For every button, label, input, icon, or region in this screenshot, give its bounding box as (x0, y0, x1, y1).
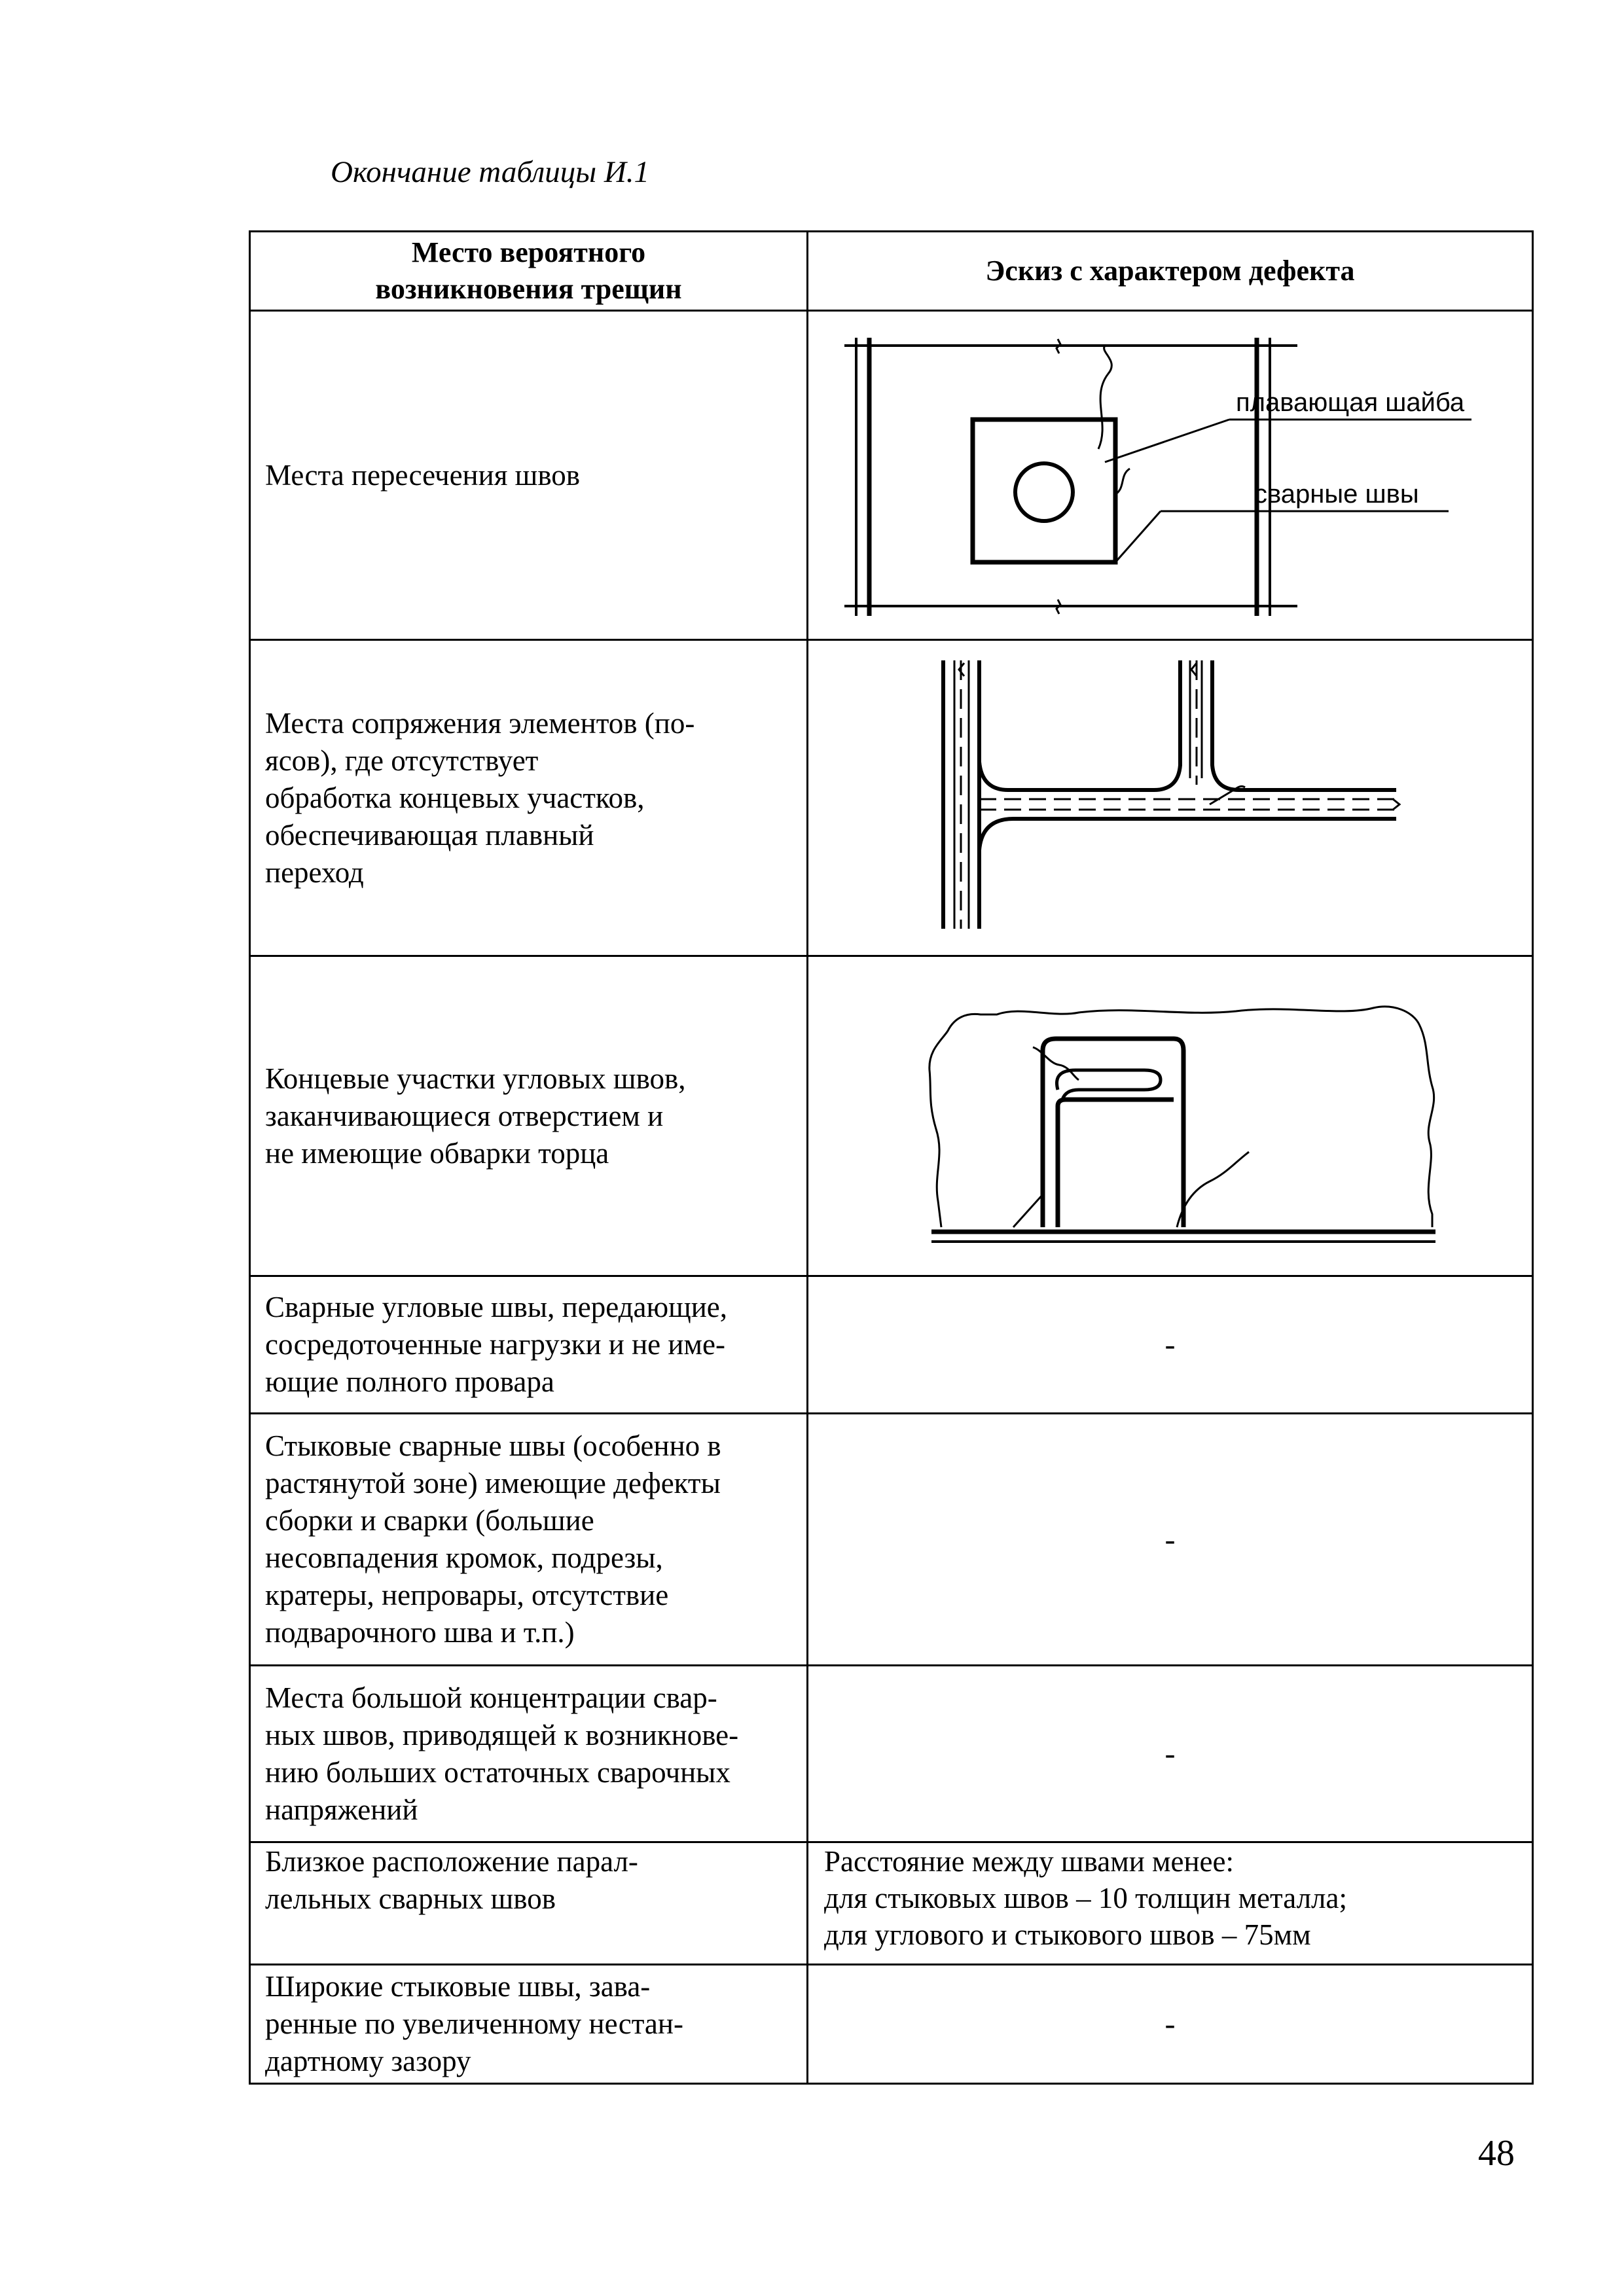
sketch-fillet-end-hole (817, 965, 1524, 1266)
row-sketch-empty: - (808, 1414, 1533, 1666)
label-floating-washer: плавающая шайба (1235, 388, 1464, 417)
table-row (250, 1666, 1533, 1842)
table-row (250, 1965, 1533, 2084)
table-row (250, 1414, 1533, 1666)
header-sketch: Эскиз с характером дефекта (808, 232, 1533, 311)
sketch-flange-junction (817, 647, 1524, 948)
row-sketch (808, 640, 1533, 956)
row-place: Широкие стыковые швы, зава- ренные по увеличенному нестан- дартному зазору (250, 1965, 808, 2084)
table-header-row (250, 232, 1533, 311)
row-place: Места пересечения швов (250, 311, 808, 640)
row-sketch-note: Расстояние между швами менее: для стыковых швов – 10 толщин металла; для углового и стыкового швов – 75мм (808, 1842, 1533, 1965)
table-caption: Окончание таблицы И.1 (331, 155, 650, 189)
table-row (250, 1842, 1533, 1965)
row-place: Сварные угловые швы, передающие, сосредоточенные нагрузки и не име- ющие полного провара (250, 1276, 808, 1414)
row-place: Концевые участки угловых швов, заканчивающиеся отверстием и не имеющие обварки торца (250, 956, 808, 1276)
table-row (250, 640, 1533, 956)
row-place: Стыковые сварные швы (особенно в растянутой зоне) имеющие дефекты сборки и сварки (большие несовпадения кромок, подрезы, кратеры, непровары, отсутствие подварочного шва и т.п.) (250, 1414, 808, 1666)
table-row (250, 956, 1533, 1276)
row-sketch-empty: - (808, 1666, 1533, 1842)
row-place: Места сопряжения элементов (по- ясов), где отсутствует обработка концевых участков, обеспечивающая плавный переход (250, 640, 808, 956)
sketch-floating-washer (817, 318, 1524, 632)
table-row (250, 311, 1533, 640)
row-sketch (808, 311, 1533, 640)
row-sketch (808, 956, 1533, 1276)
row-sketch-empty: - (808, 1276, 1533, 1414)
row-sketch-empty: - (808, 1965, 1533, 2084)
page-number: 48 (1478, 2133, 1515, 2174)
table-row (250, 1276, 1533, 1414)
header-place: Место вероятного возникновения трещин (250, 232, 808, 311)
row-place: Места большой концентрации свар- ных швов, приводящей к возникнове- нию больших остаточных сварочных напряжений (250, 1666, 808, 1842)
label-welds: сварные швы (1254, 480, 1419, 509)
defects-table (249, 230, 1534, 2085)
row-place: Близкое расположение парал- лельных сварных швов (250, 1842, 808, 1965)
